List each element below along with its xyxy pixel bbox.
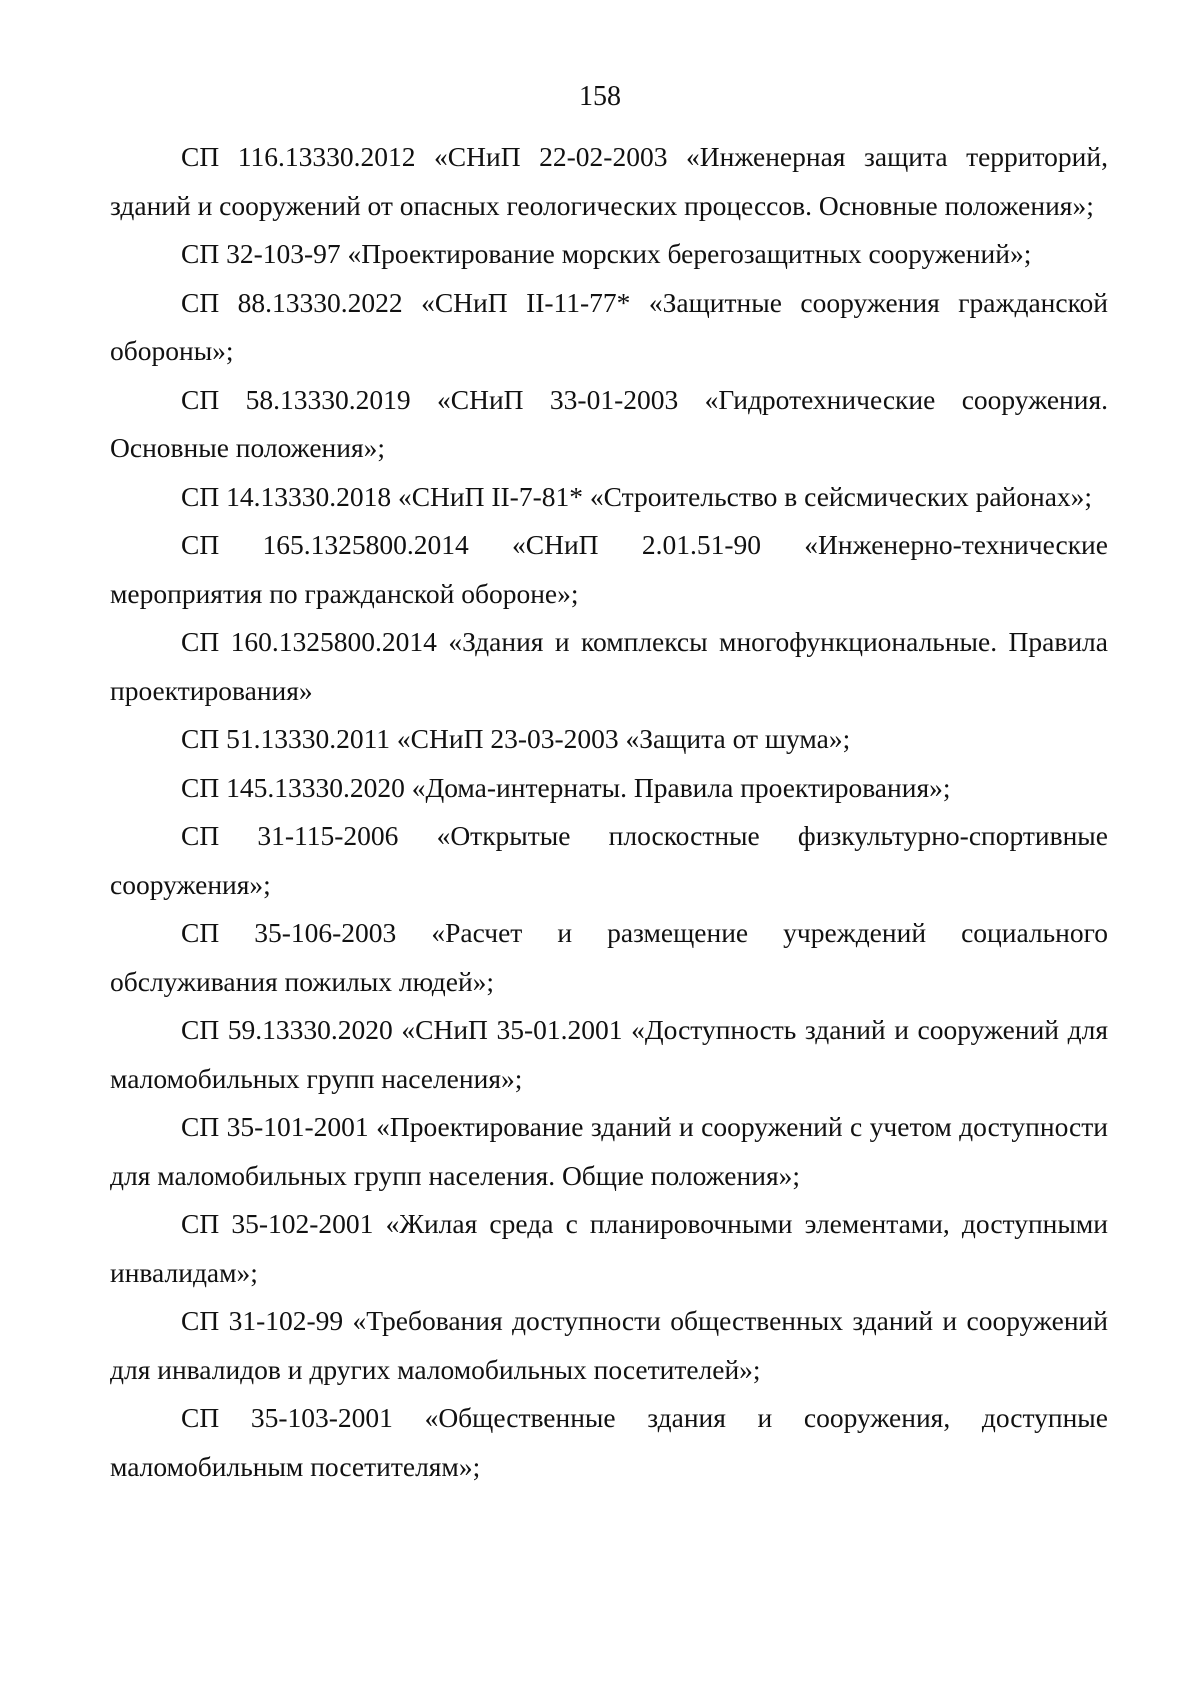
- standard-entry-sp-35-101: СП 35-101-2001 «Проектирование зданий и сооружений с учетом доступности для маломобильных групп населения. Общие положения»;: [110, 1111, 1108, 1191]
- standard-entry-sp-88: СП 88.13330.2022 «СНиП II-11-77* «Защитные сооружения гражданской обороны»;: [110, 286, 1108, 366]
- page-number: 158: [579, 81, 621, 112]
- standard-entry-sp-116: СП 116.13330.2012 «СНиП 22-02-2003 «Инженерная защита территорий, зданий и сооружений от опасных геологических процессов. Основные положения»;: [110, 141, 1108, 221]
- standard-entry-sp-160: СП 160.1325800.2014 «Здания и комплексы многофункциональные. Правила проектирования»: [110, 626, 1108, 706]
- standard-entry-sp-32-103: СП 32-103-97 «Проектирование морских берегозащитных сооружений»;: [181, 238, 1032, 269]
- standard-entry-sp-165: СП 165.1325800.2014 «СНиП 2.01.51-90 «Инженерно-технические мероприятия по гражданской обороне»;: [110, 529, 1108, 609]
- standards-list: [110, 133, 1108, 1491]
- standard-entry-sp-14: СП 14.13330.2018 «СНиП II-7-81* «Строительство в сейсмических районах»;: [181, 480, 1093, 512]
- standard-entry-sp-31-115: СП 31-115-2006 «Открытые плоскостные физкультурно-спортивные сооружения»;: [110, 820, 1108, 900]
- standard-entry-sp-31-102: СП 31-102-99 «Требования доступности общественных зданий и сооружений для инвалидов и других маломобильных посетителей»;: [110, 1305, 1108, 1385]
- standard-entry-sp-35-103: СП 35-103-2001 «Общественные здания и сооружения, доступные маломобильным посетителям»;: [110, 1402, 1108, 1482]
- standard-entry-sp-145: СП 145.13330.2020 «Дома-интернаты. Правила проектирования»;: [181, 771, 951, 803]
- standard-entry-sp-35-102: СП 35-102-2001 «Жилая среда с планировочными элементами, доступными инвалидам»;: [110, 1208, 1108, 1288]
- standard-entry-sp-35-106: СП 35-106-2003 «Расчет и размещение учреждений социального обслуживания пожилых людей»;: [110, 917, 1108, 997]
- standard-entry-sp-59: СП 59.13330.2020 «СНиП 35-01.2001 «Доступность зданий и сооружений для маломобильных групп населения»;: [110, 1014, 1108, 1094]
- standard-entry-sp-58: СП 58.13330.2019 «СНиП 33-01-2003 «Гидротехнические сооружения. Основные положения»;: [110, 383, 1108, 463]
- standard-entry-sp-51: СП 51.13330.2011 «СНиП 23-03-2003 «Защита от шума»;: [181, 723, 851, 754]
